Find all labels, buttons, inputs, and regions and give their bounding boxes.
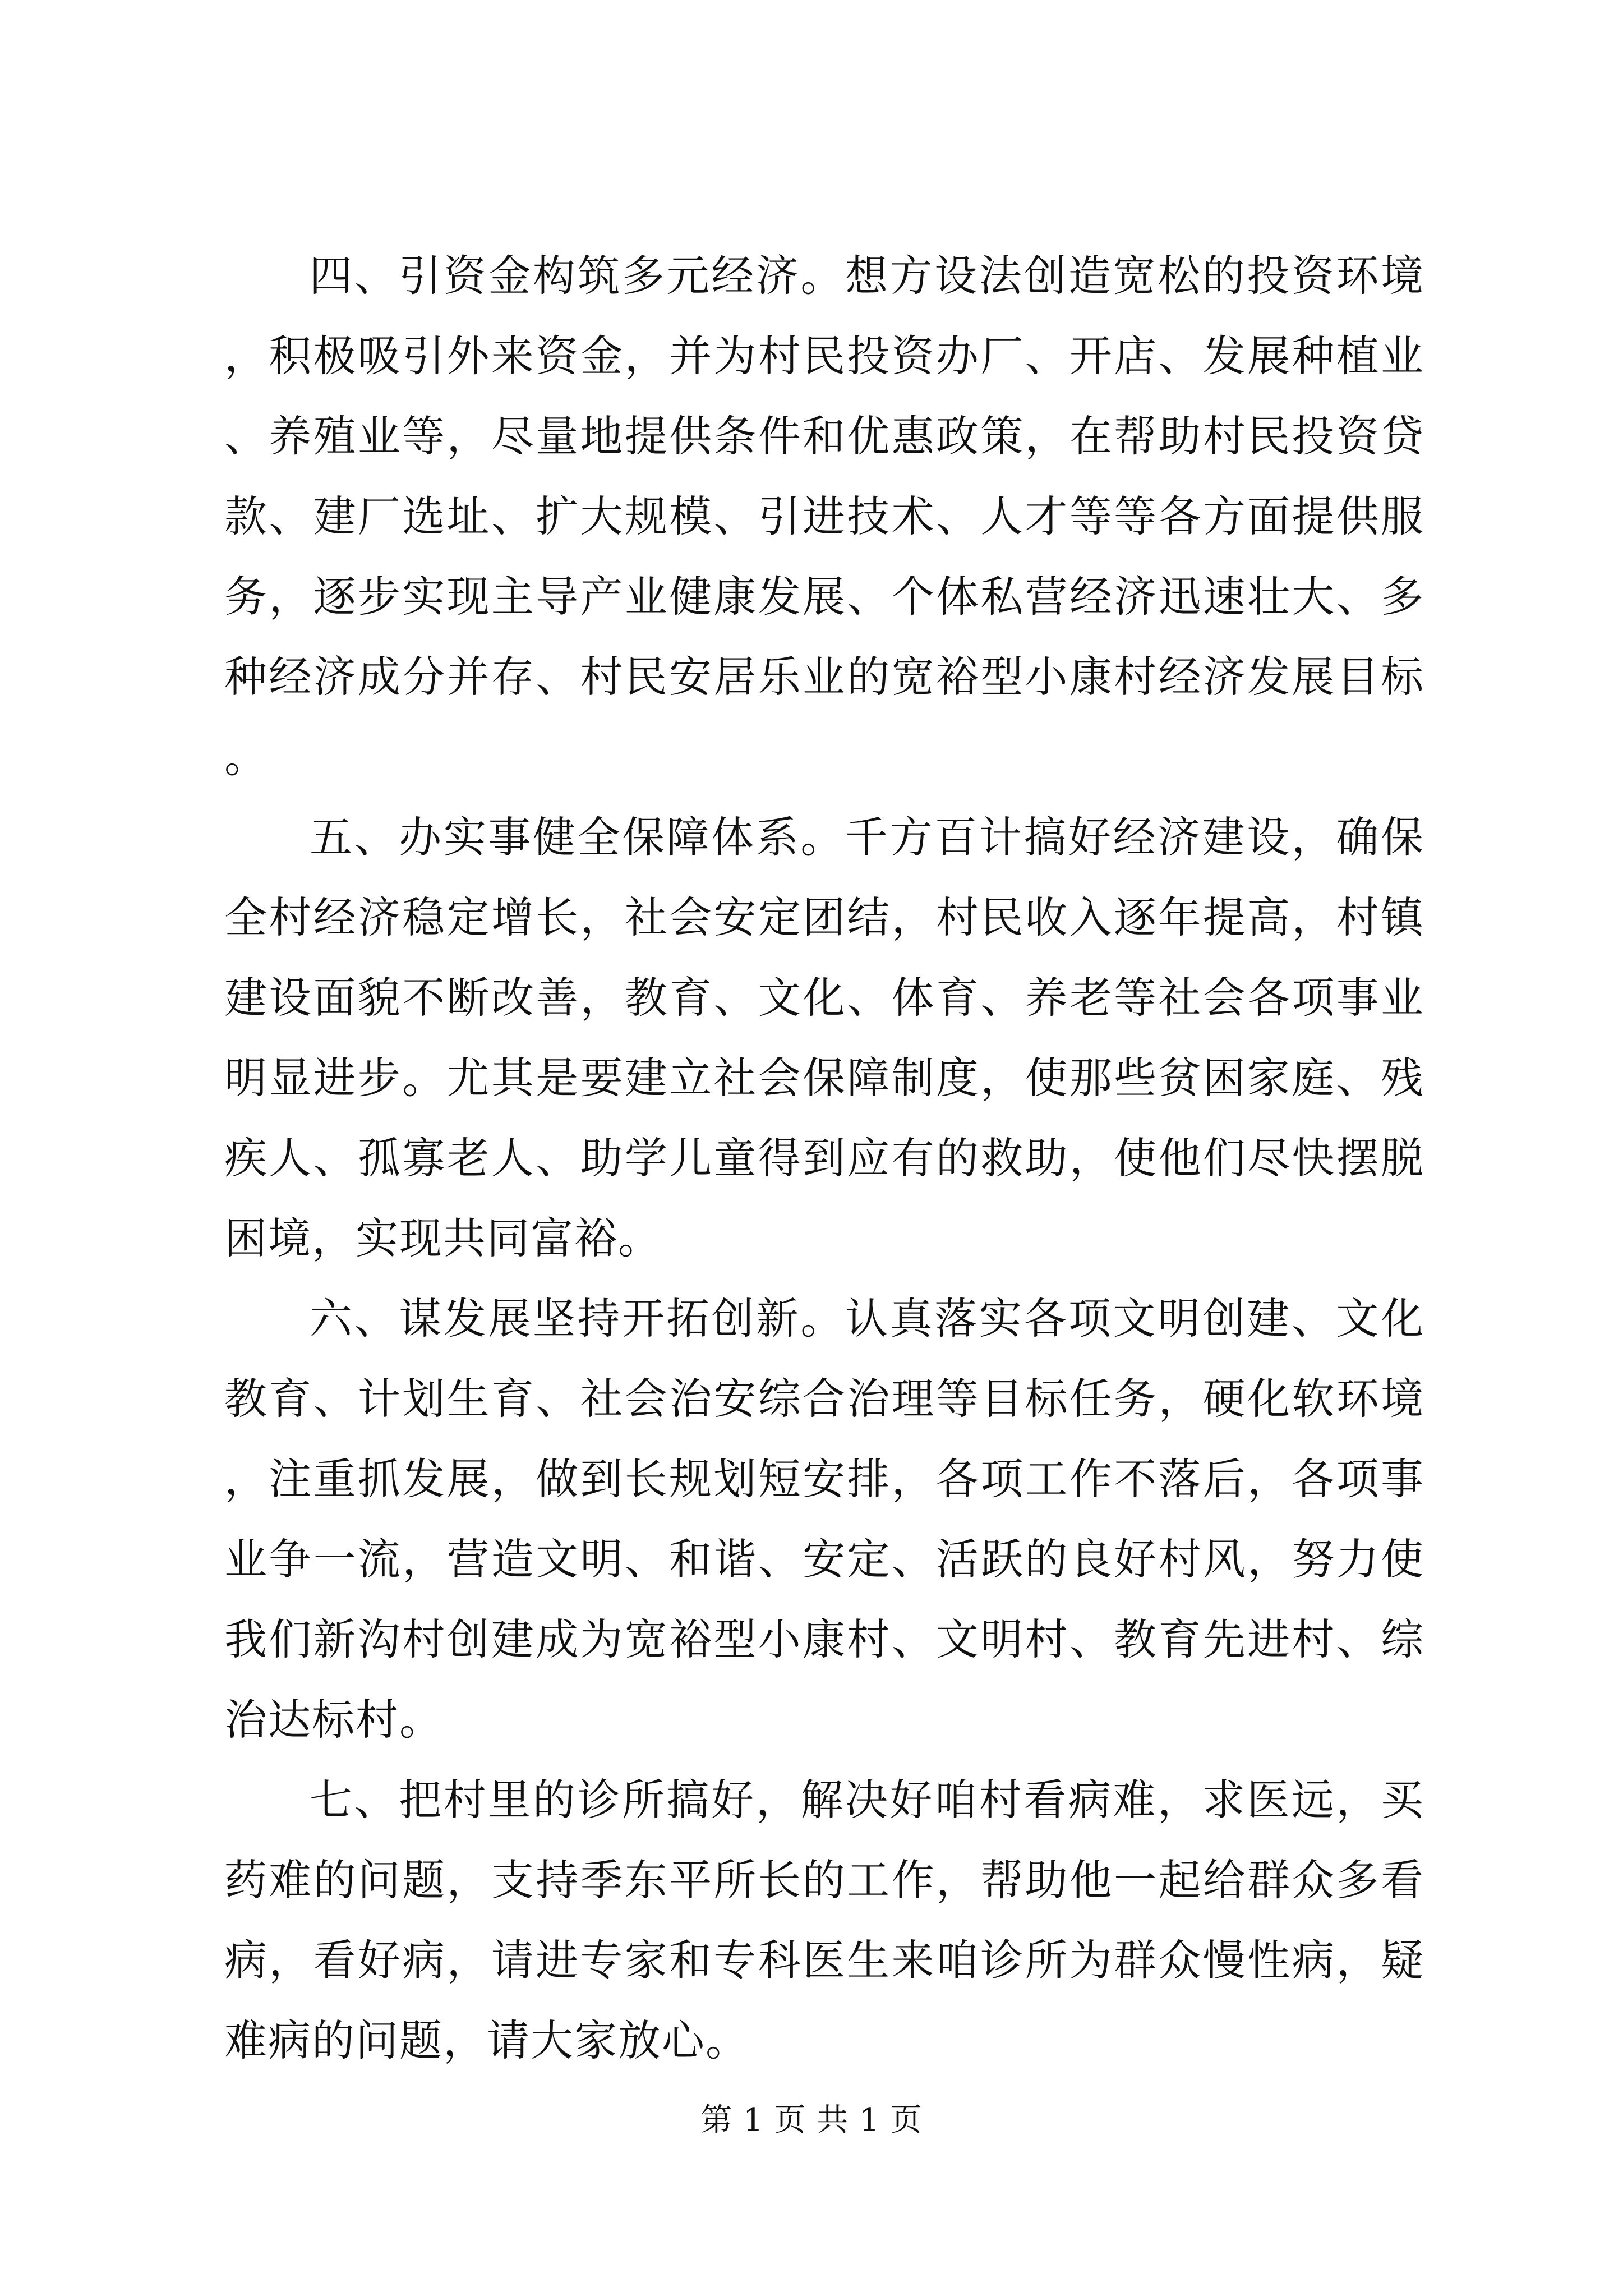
paragraph-6: 六、谋发展坚持开拓创新。认真落实各项文明创建、文化教育、计划生育、社会治安综合治理等目标任务，硬化软环境，注重抓发展，做到长规划短安排，各项工作不落后，各项事业争一流，营造文明、和谐、安定、活跃的良好村风，努力使我们新沟村创建成为宽裕型小康村、文明村、教育先进村、综治达标村。 bbox=[224, 1294, 1424, 1745]
paragraph-4: 四、引资金构筑多元经济。想方设法创造宽松的投资环境，积极吸引外来资金，并为村民投资办厂、开店、发展种植业、养殖业等，尽量地提供条件和优惠政策，在帮助村民投资贷款、建厂选址、扩大规模、引进技术、人才等等各方面提供服务，逐步实现主导产业健康发展、个体私营经济迅速壮大、多种经济成分并存、村民安居乐业的宽裕型小康村经济发展目标。 bbox=[224, 251, 1424, 782]
paragraph-7: 七、把村里的诊所搞好，解决好咱村看病难，求医远，买药难的问题，支持季东平所长的工作，帮助他一起给群众多看病，看好病，请进专家和专科医生来咱诊所为群众慢性病，疑难病的问题，请大家放心。 bbox=[224, 1775, 1424, 2065]
page-footer: 第 1 页 共 1 页 bbox=[700, 2102, 923, 2138]
paragraph-5: 五、办实事健全保障体系。千方百计搞好经济建设，确保全村经济稳定增长，社会安定团结，村民收入逐年提高，村镇建设面貌不断改善，教育、文化、体育、养老等社会各项事业明显进步。尤其是要建立社会保障制度，使那些贫困家庭、残疾人、孤寡老人、助学儿童得到应有的救助，使他们尽快摆脱困境，实现共同富裕。 bbox=[224, 812, 1424, 1263]
document-body bbox=[224, 236, 1424, 2081]
